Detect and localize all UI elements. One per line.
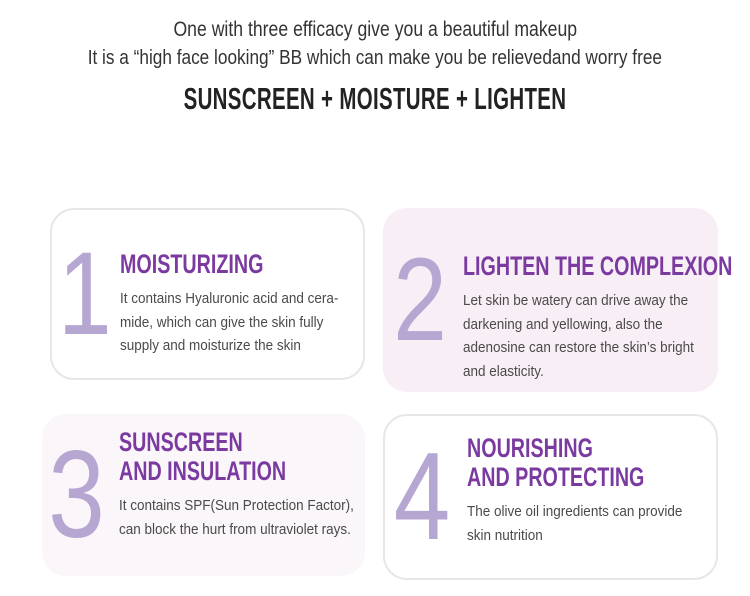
card-body-text — [120, 287, 363, 358]
card-title-lighten-complexion — [463, 252, 750, 281]
card-body-line: mide, which can give the skin fully — [119, 313, 323, 331]
benefit-card-sunscreen-insulation — [42, 414, 365, 576]
card-body-line: supply and moisturize the skin — [119, 337, 301, 354]
card-body-line: and elasticity. — [463, 362, 544, 380]
card-number-1: 1 — [57, 228, 112, 360]
card-title-line: LIGHTEN THE COMPLEXION — [463, 251, 733, 281]
card-title-sunscreen-insulation — [119, 428, 380, 486]
benefit-card-nourishing-protecting — [383, 414, 718, 580]
card-body-line: darkening and yellowing, also the — [463, 315, 663, 333]
card-body-text — [119, 494, 380, 541]
card-body-line: Let skin be watery can drive away the — [463, 292, 689, 309]
card-title-line: AND INSULATION — [118, 456, 287, 486]
card-title-line: MOISTURIZING — [119, 249, 264, 279]
card-number-4: 4 — [393, 428, 451, 566]
card-body-text — [467, 500, 710, 547]
card-content — [111, 414, 390, 576]
card-title-line: NOURISHING — [467, 433, 593, 463]
tagline-line1-text: One with three efficacy give you a beautiful makeup — [173, 18, 577, 41]
card-title-moisturizing — [120, 250, 363, 279]
card-content — [118, 210, 373, 378]
tagline-line2-text: It is a “high face looking” BB which can make you be relievedand worry free — [87, 46, 663, 69]
card-content — [459, 416, 720, 578]
benefit-cards-grid — [48, 208, 733, 580]
page-header — [0, 0, 750, 117]
card-body-line: It contains Hyaluronic acid and cera- — [119, 290, 339, 307]
headline-sunscreen-moisture-lighten — [0, 81, 750, 117]
headline-text: SUNSCREEN + MOISTURE + LIGHTEN — [183, 81, 567, 116]
card-number-2: 2 — [393, 234, 447, 366]
card-title-nourishing-protecting — [467, 434, 710, 492]
tagline-line2 — [0, 44, 750, 72]
benefit-card-lighten-complexion — [383, 208, 733, 392]
card-body-line: skin nutrition — [467, 526, 543, 544]
card-number-3: 3 — [48, 426, 105, 564]
card-content — [457, 208, 750, 392]
card-body-text — [463, 289, 750, 383]
tagline-line1 — [0, 16, 750, 44]
card-title-line: SUNSCREEN — [118, 427, 243, 457]
card-title-line: AND PROTECTING — [467, 462, 645, 492]
benefit-card-moisturizing — [50, 208, 365, 380]
card-body-line: adenosine can restore the skin’s bright — [463, 339, 694, 356]
card-body-line: It contains SPF(Sun Protection Factor), — [118, 497, 354, 514]
card-body-line: The olive oil ingredients can provide — [467, 503, 683, 520]
card-body-line: can block the hurt from ultraviolet rays. — [118, 520, 351, 538]
